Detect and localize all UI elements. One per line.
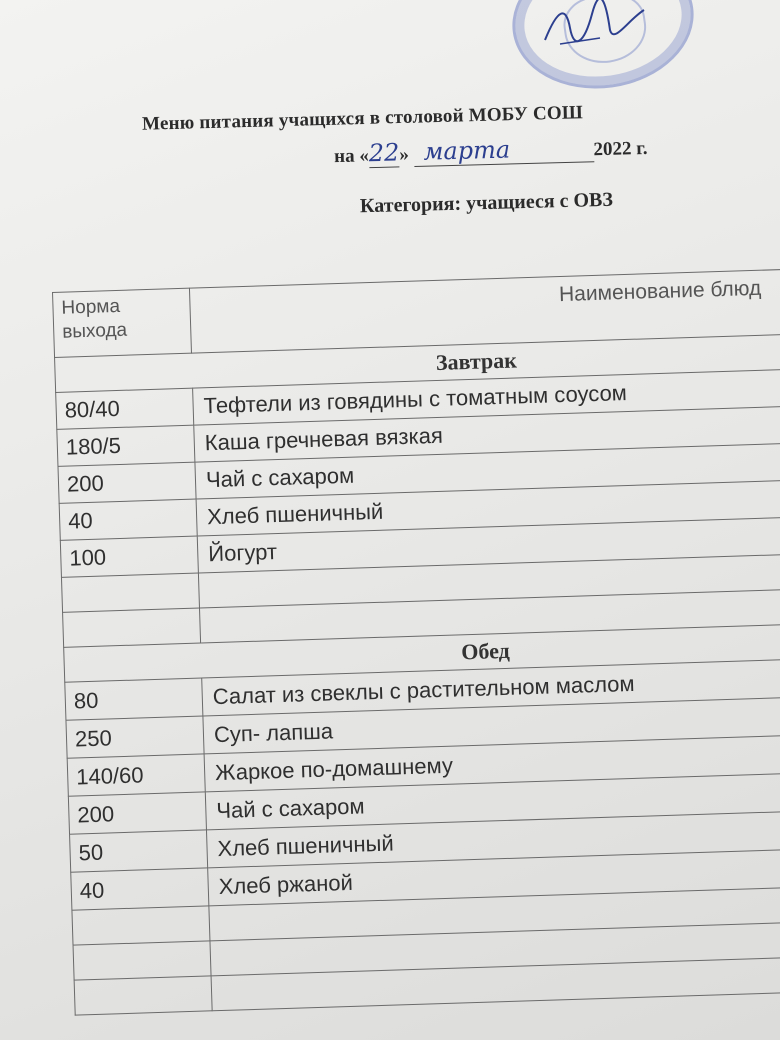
section-title: Обед (460, 637, 511, 665)
date-month: марта (413, 133, 594, 167)
row-dish: Хлеб ржаной (208, 847, 780, 906)
row-qty: 80 (65, 678, 203, 720)
header-dish: Наименование блюд (189, 267, 780, 353)
row-qty: 50 (70, 830, 208, 872)
row-dish: Суп- лапша (203, 695, 780, 754)
date-prefix: на « (333, 145, 370, 168)
row-dish: Тефтели из говядины с томатным соусом (193, 367, 780, 425)
row-dish: Хлеб пшеничный (196, 478, 780, 536)
menu-table (52, 267, 780, 1016)
signature-icon (540, 0, 650, 50)
row-dish: Жаркое по-домашнему (204, 733, 780, 792)
page-title: Меню питания учащихся в столовой МОБУ СОШ (141, 102, 584, 135)
row-dish: Йогурт (197, 515, 780, 573)
row-qty: 200 (68, 792, 206, 834)
row-qty: 80/40 (56, 388, 194, 429)
date-mid: » (399, 144, 410, 166)
header-qty: Норма выхода (53, 288, 192, 357)
row-qty: 40 (59, 499, 197, 540)
category-label: Категория: учащиеся с ОВЗ (359, 188, 614, 218)
row-qty: 250 (66, 716, 204, 758)
row-qty: 100 (60, 536, 198, 577)
row-qty: 200 (58, 462, 196, 503)
row-dish: Хлеб пшеничный (206, 809, 780, 868)
row-qty: 180/5 (57, 425, 195, 466)
row-dish: Каша гречневая вязкая (194, 404, 780, 462)
date-line (334, 132, 648, 169)
row-dish: Чай с сахаром (205, 771, 780, 830)
row-dish: Салат из свеклы с растительном маслом (202, 657, 780, 716)
row-qty: 140/60 (67, 754, 205, 796)
row-qty: 40 (71, 868, 209, 910)
section-title: Завтрак (435, 347, 518, 375)
date-year: 2022 г. (593, 137, 648, 161)
date-day: 22 (368, 138, 400, 168)
row-dish: Чай с сахаром (195, 441, 780, 499)
